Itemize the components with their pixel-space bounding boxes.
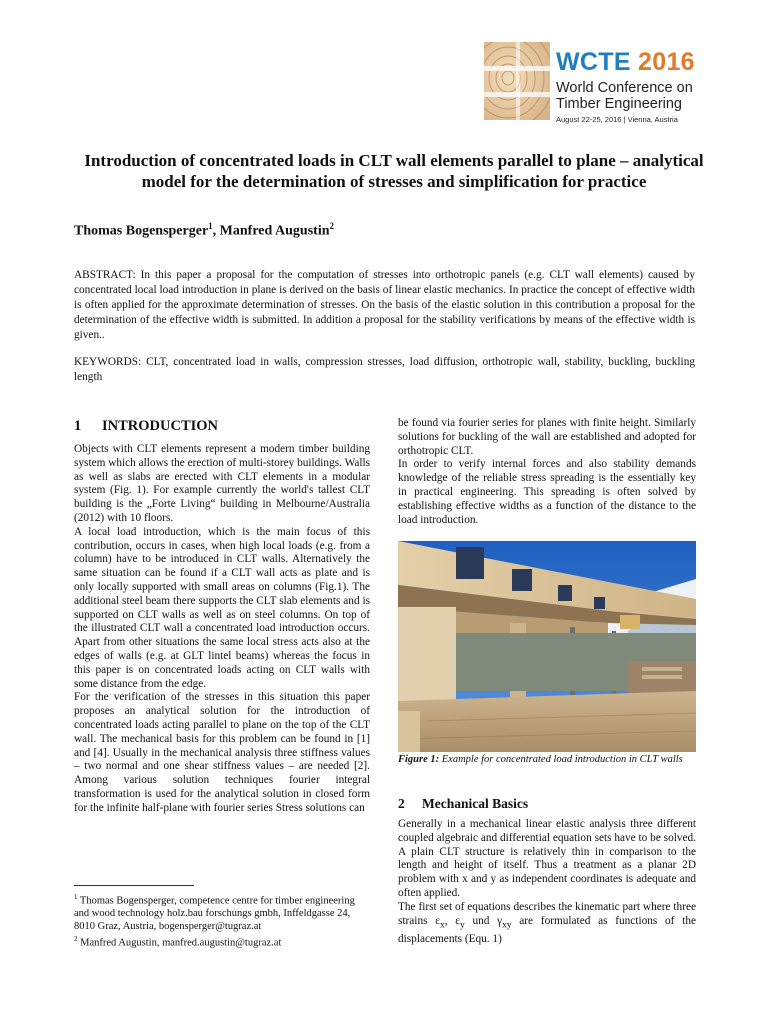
author-separator: , xyxy=(212,223,220,239)
author-line xyxy=(74,221,334,240)
logo-line-2: Timber Engineering xyxy=(556,96,682,112)
conference-logo xyxy=(484,42,704,122)
keywords xyxy=(74,355,695,385)
logo-line-1: World Conference on xyxy=(556,80,693,96)
logo-wcte-text: WCTE xyxy=(556,48,631,76)
section-1-paragraph-1: Objects with CLT elements represent a modern timber building system which allows the erection of multi-storey buildings. Walls as well as slabs are erected with CLT elements in a modular system (Fig. 1). For example currently the world's tallest CLT building is the „Forte Living“ building in Melbourne/Australia (2012) with 10 floors. xyxy=(74,443,371,524)
section-1-paragraph-3: For the verification of the stresses in this situation this paper proposes an analytical solution for the introduction of concentrated loads acting parallel to plane on the top of the CLT wall. The mechanical basis for this problem can be found in [1] and [4]. Usually in the mechanical analysis three stiffness values – two normal and one shear stiffness values – are needed [2]. Among various solution techniques fourier integral transformation is used for the analytical solution in closed form for the infinite half-plane with fourier series Stress solutions can xyxy=(74,691,370,814)
section-2-p2-part-d: are formulated as functions of the displacements (Equ. 1) xyxy=(398,914,696,945)
logo-wordmark xyxy=(556,48,695,77)
section-2-p2-part-a: The first set of equations describes the kinematic part where three strains ε xyxy=(398,900,696,927)
section-2-title: Mechanical Basics xyxy=(422,796,529,811)
right-column xyxy=(398,417,696,527)
keywords-text: CLT, concentrated load in walls, compression stresses, load diffusion, orthotropic wall, stability, buckling, buckling length xyxy=(74,356,695,383)
author-2-affiliation-mark: 2 xyxy=(329,221,334,231)
strain-y-subscript: y xyxy=(460,919,465,930)
wood-cross-section-logo-icon xyxy=(484,42,550,120)
footnotes xyxy=(74,891,370,950)
author-1-affiliation-mark: 1 xyxy=(208,221,213,231)
left-column xyxy=(74,418,370,816)
section-1-number: 1 xyxy=(74,418,82,434)
footnote-2 xyxy=(74,933,370,950)
abstract xyxy=(74,268,695,343)
footnote-1-text: Thomas Bogensperger, competence centre for timber engineering and wood technology holz.bau forschungs gmbh, Inffeldgasse 24, 8010 Graz, Austria, bogensperger@tugraz.at xyxy=(74,895,355,932)
paper-title: Introduction of concentrated loads in CLT wall elements parallel to plane – analytical model for the determination of stresses and simplification for practice xyxy=(84,151,704,191)
footnote-rule xyxy=(74,885,194,886)
author-2: Manfred Augustin xyxy=(219,223,330,239)
footnote-1-mark: 1 xyxy=(74,893,78,901)
footnote-2-text: Manfred Augustin, manfred.augustin@tugraz.at xyxy=(77,937,282,949)
strain-x-subscript: x xyxy=(439,919,445,930)
section-2-body xyxy=(398,818,696,946)
section-1-heading xyxy=(74,418,370,435)
abstract-label: ABSTRACT: xyxy=(74,269,136,281)
section-2-paragraph-1: Generally in a mechanical linear elastic analysis three different coupled algebraic and differential equation sets have to be solved. A plain CLT structure is relatively thin in comparison to the length and height of itself. Thus a treatment as a planar 2D problem with x and y as independent coordinates is adequate and often applied. xyxy=(398,818,696,899)
figure-1-photo xyxy=(398,541,696,752)
figure-1-caption xyxy=(398,754,696,766)
author-1: Thomas Bogensperger xyxy=(74,223,209,239)
logo-year: 2016 xyxy=(638,48,695,76)
footnote-2-mark: 2 xyxy=(74,935,78,943)
section-2-paragraph-2 xyxy=(398,901,696,947)
section-2-p2-part-c: und γ xyxy=(464,914,503,927)
section-1-paragraph-2: A local load introduction, which is the main focus of this contribution, occurs in cases, when high local loads (e.g. from a column) have to be introduced in CLT walls. Alternatively the same situation can be found if a CLT wall acts as plate and is only locally supported with small areas on columns (Fig.1). The additional steel beam there supports the CLT slab elements and is supported on CLT walls as well as on steel columns. On top of the illustrated CLT wall a concentrated load introduction occurs. Apart from other situations the same local stress acts also at the edges of walls (e.g. at GLT lintel beams) whereas the focus in this paper is on concentrated loads acting on CLT walls with some distance from the edge. xyxy=(74,525,370,690)
section-2-heading xyxy=(398,796,528,812)
section-1-title: INTRODUCTION xyxy=(102,418,219,434)
section-2-p2-part-b: , ε xyxy=(444,914,460,927)
logo-date: August 22-25, 2016 | Vienna, Austria xyxy=(556,115,678,124)
footnote-1 xyxy=(74,891,370,933)
section-1-paragraph-5: In order to verify internal forces and also stability demands knowledge of the reliable stress spreading is the essentially key in practical engineering. This spreading is often solved by establishing effective widths as a function of the distance to the load introduction. xyxy=(398,458,696,526)
shear-strain-xy-subscript: xy xyxy=(502,919,512,930)
abstract-text: In this paper a proposal for the computation of stresses into orthotropic panels (e.g. CLT wall elements) caused by concentrated local load introduction in plane is derived on the basis of linear elastic mechanics. In practice the concept of effective width is often applied for the approximate determination of stresses. On the basis of the elastic solution in this contribution a proposal for the determination of the effective width is submitted. In addition a proposal for the stability verifications by means of the effective width is given.. xyxy=(74,269,695,341)
keywords-label: KEYWORDS: xyxy=(74,356,142,368)
section-2-number: 2 xyxy=(398,796,405,811)
figure-1-label: Figure 1: xyxy=(398,754,440,765)
figure-1-caption-text: Example for concentrated load introduction in CLT walls xyxy=(439,754,683,765)
section-1-paragraph-4: be found via fourier series for planes with finite height. Similarly solutions for buckling of the wall are established and adopted for orthotropic CLT. xyxy=(398,417,696,457)
